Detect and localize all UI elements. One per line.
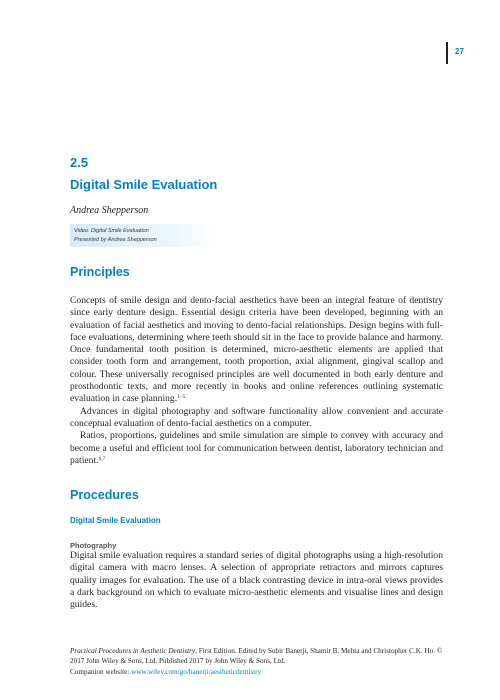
page-number: 27 [455, 47, 464, 56]
principles-body [70, 295, 443, 467]
principles-paragraph-3: Ratios, proportions, guidelines and smile simulation are simple to convey with accuracy and become a useful and efficient tool for communication between dentist, laboratory technician and patient.$^{6,7}$ [70, 430, 443, 466]
book-title: Practical Procedures in Aesthetic Dentistry [70, 647, 196, 655]
companion-website: Companion website: www.wiley.com/go/banerji/aestheticdentistry [70, 667, 262, 676]
citation-superscript: 1–5 [177, 394, 186, 401]
procedures-heading: Procedures [70, 488, 139, 502]
section-title: Digital Smile Evaluation [70, 177, 218, 192]
page-number-rule [446, 42, 448, 64]
principles-heading: Principles [70, 265, 130, 279]
procedures-subheading: Digital Smile Evaluation [70, 516, 161, 525]
author-name: Andrea Shepperson [70, 205, 149, 216]
video-presenter: Presented by Andrea Shepperson [74, 237, 157, 243]
video-title: Video: Digital Smile Evaluation [74, 228, 149, 234]
page-footer [70, 646, 450, 677]
citation-line [70, 646, 450, 667]
principles-paragraph-2: Advances in digital photography and software functionality allow convenient and accurate conceptual evaluation of dento-facial aesthetics on a computer. [70, 405, 443, 429]
procedures-paragraph-1: Digital smile evaluation requires a standard series of digital photographs using a high-resolution digital camera with macro lenses. A selection of appropriate retractors and mirrors captures quality images for evaluation. The use of a black contrasting device in intra-oral views provides a dark background on which to evaluate micro-aesthetic elements and visualise lines and design guides. [70, 550, 443, 611]
principles-paragraph-1: Concepts of smile design and dento-facial aesthetics have been an integral feature of dentistry since early denture design. Essential design criteria have been developed, beginning with an evaluation of facial aesthetics and moving to dento-facial relationships. Design begins with full-face evaluations, determining where teeth should sit in the face to provide balance and harmony. Once fundamental tooth position is determined, micro-aesthetic elements are applied that consider tooth form and arrangement, tooth proportion, axial alignment, gingival scallop and colour. These universally recognised principles are well documented in both early denture and prosthodontic texts, and more recently in books and online references outlining systematic evaluation in case planning.$^{1-5}$ [70, 295, 443, 405]
video-callout[interactable] [70, 224, 220, 247]
citation-superscript: 6,7 [98, 455, 106, 462]
photography-subheading: Photography [70, 541, 117, 550]
procedures-body [70, 550, 443, 611]
companion-website-link[interactable]: www.wiley.com/go/banerji/aestheticdentistry [131, 667, 262, 676]
section-number: 2.5 [70, 155, 89, 170]
citation-text: , First Edition. Edited by Subir Banerji, Shamir B. Mehta and Christopher C.K. Ho. © 2017 John Wiley & Sons, Ltd. Published 2017 by John Wiley & Sons, Ltd. [70, 647, 443, 666]
